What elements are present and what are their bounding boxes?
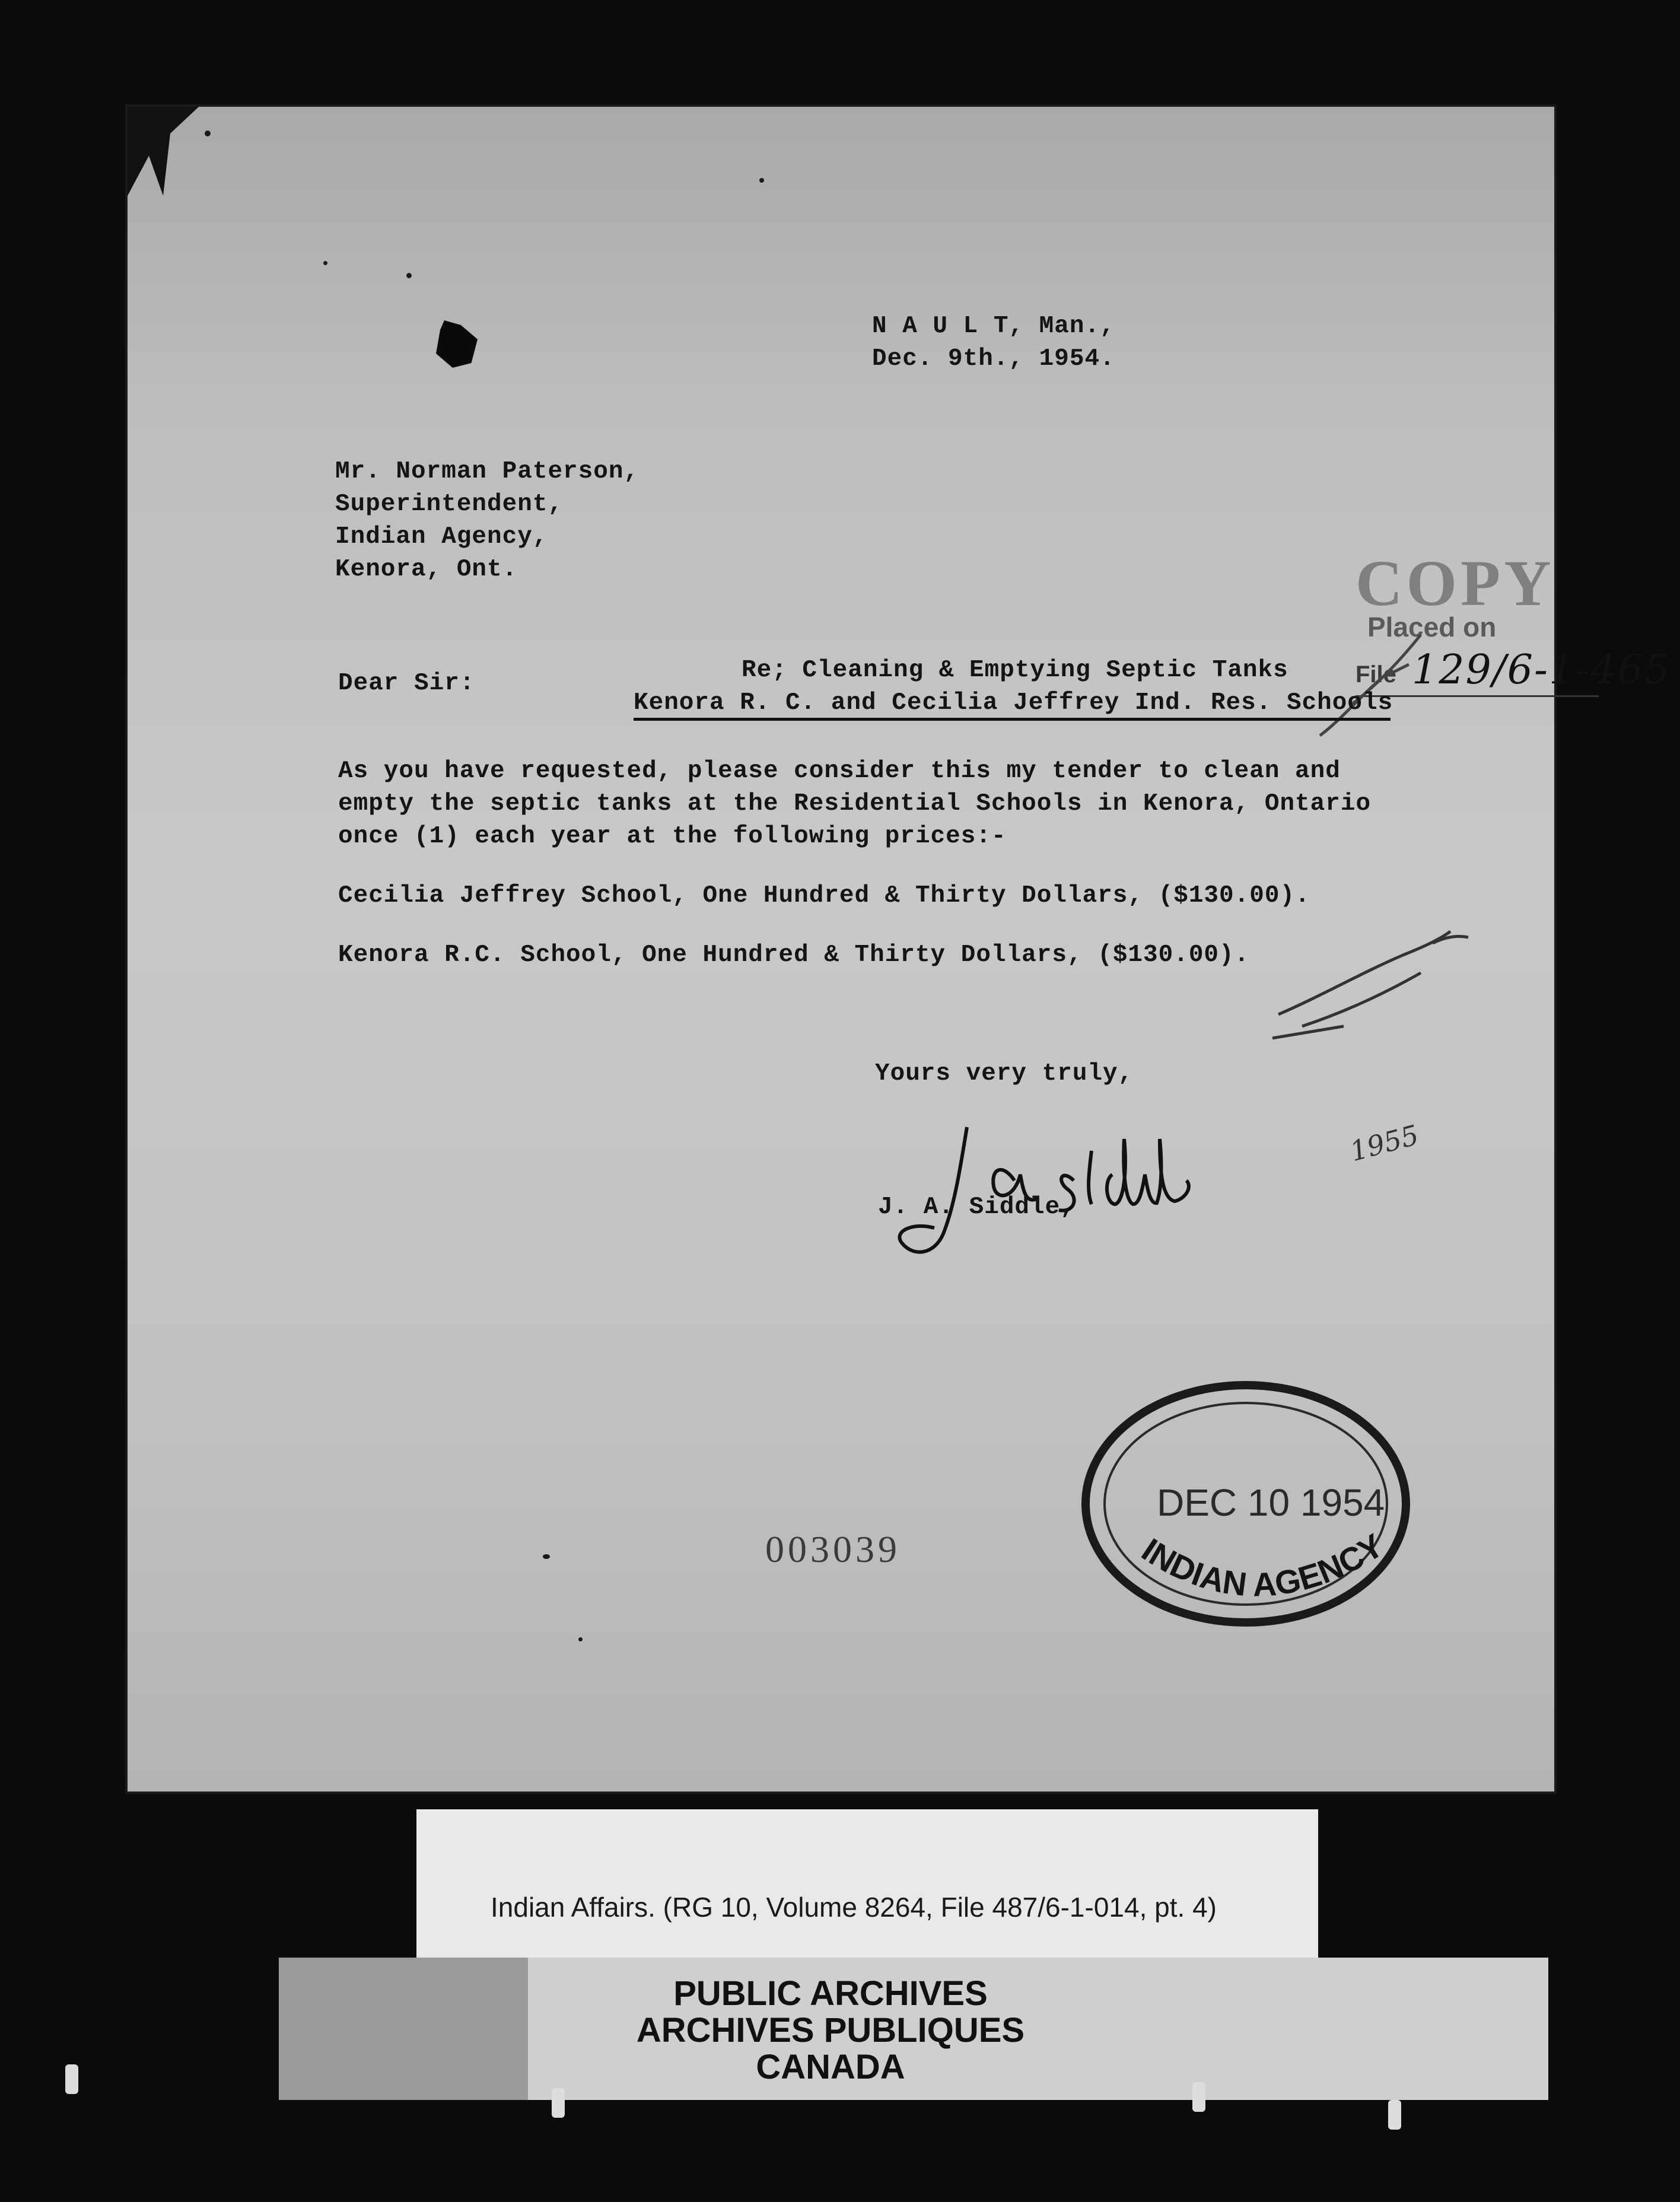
archive-label-line: CANADA: [756, 2048, 905, 2086]
body-line: As you have requested, please consider this my tender to clean and: [338, 758, 1341, 785]
body-line: empty the septic tanks at the Residential Schools in Kenora, Ontario: [338, 790, 1372, 817]
salutation: Dear Sir:: [338, 670, 475, 697]
date-line: Dec. 9th., 1954.: [872, 345, 1115, 373]
speck: [578, 1637, 583, 1641]
film-clip: [65, 2064, 78, 2094]
place-line: N A U L T, Man.,: [872, 313, 1115, 340]
torn-corner: [128, 107, 199, 196]
price-line: Kenora R.C. School, One Hundred & Thirty Dollars, ($130.00).: [338, 941, 1250, 969]
subject-line: Kenora R. C. and Cecilia Jeffrey Ind. Res. Schools: [634, 689, 1393, 717]
addressee-line: Superintendent,: [335, 491, 564, 518]
film-clip: [1192, 2082, 1205, 2112]
archive-caption: Indian Affairs. (RG 10, Volume 8264, File 487/6-1-014, pt. 4): [491, 1892, 1217, 1923]
addressee-line: Mr. Norman Paterson,: [335, 458, 639, 485]
price-line: Cecilia Jeffrey School, One Hundred & Thirty Dollars, ($130.00).: [338, 882, 1310, 909]
addressee-line: Kenora, Ont.: [335, 556, 518, 583]
copy-stamp-word: COPY: [1356, 547, 1555, 619]
placed-on-label: Placed on: [1367, 612, 1497, 642]
subject-line: Re; Cleaning & Emptying Septic Tanks: [742, 657, 1288, 684]
subject-underline: [634, 718, 1391, 721]
film-clip: [1388, 2100, 1401, 2130]
letter-page: [128, 107, 1671, 1791]
film-clip: [552, 2088, 565, 2118]
file-label: File: [1356, 661, 1396, 688]
margin-scribble-icon: [1296, 599, 1450, 765]
addressee-line: Indian Agency,: [335, 523, 548, 550]
speck: [406, 273, 412, 278]
archive-label: [504, 1975, 1157, 2086]
margin-year-note: 1955: [1347, 1118, 1423, 1168]
archive-caption-card: [416, 1809, 1318, 1972]
body-line: once (1) each year at the following prices:-: [338, 823, 1007, 850]
signature-name: J. A. Siddle,: [878, 1194, 1076, 1221]
archive-label-line: PUBLIC ARCHIVES: [673, 1974, 988, 2013]
archive-strip-left: [279, 1958, 528, 2100]
file-number-handwritten: 129/6-1-465: [1412, 647, 1671, 693]
speck: [323, 261, 327, 265]
closing: Yours very truly,: [875, 1060, 1134, 1087]
speck: [759, 178, 764, 183]
archive-label-line: ARCHIVES PUBLIQUES: [636, 2011, 1025, 2050]
stamp-agency: INDIAN AGENCY: [1135, 1526, 1390, 1603]
speck: [543, 1554, 550, 1559]
ink-blot: [436, 320, 478, 368]
speck: [205, 131, 211, 136]
document-number: 003039: [765, 1528, 901, 1570]
indian-agency-received-stamp: [1074, 1364, 1418, 1643]
stamp-date: DEC 10 1954: [1157, 1481, 1385, 1524]
